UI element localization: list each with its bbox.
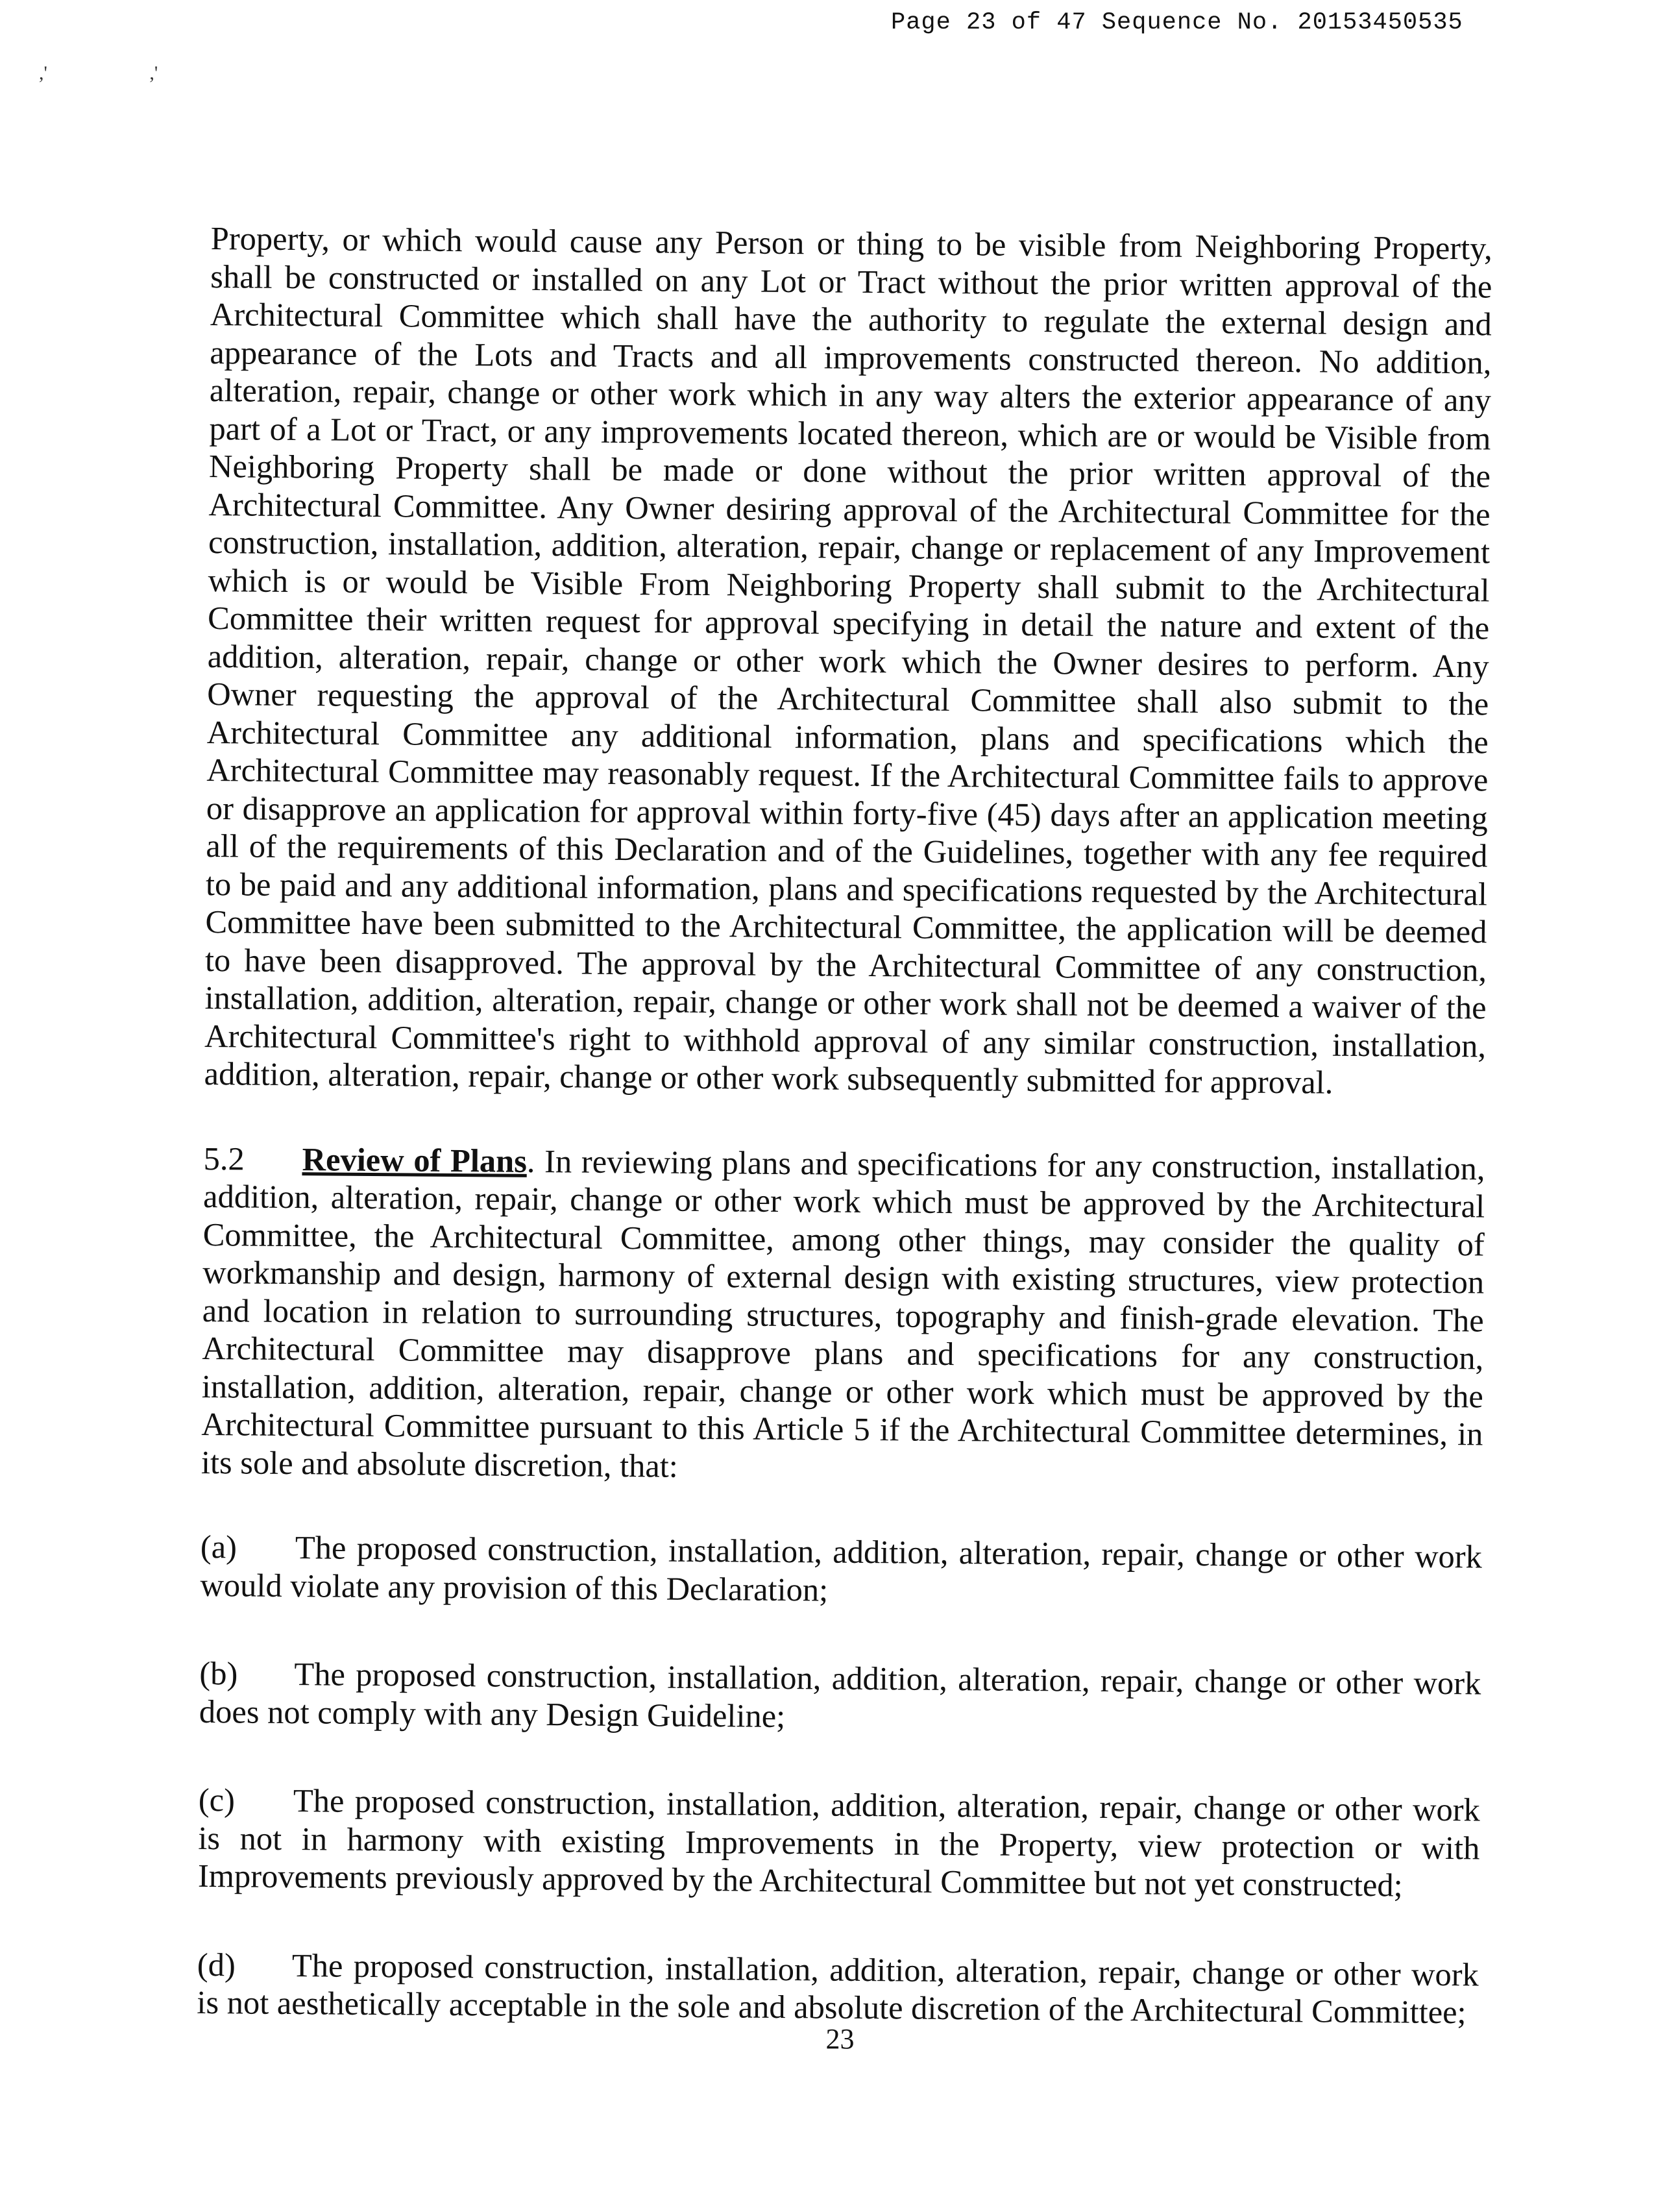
item-text: The proposed construction, installation, addition, alteration, repair, change or other work would violate any provision of this Declaration; [200,1529,1483,1608]
item-label: (d) [197,1946,236,1983]
page-number: 23 [825,2023,855,2055]
section-title-punct: . [526,1142,535,1179]
scan-mark-left: ,' [39,62,47,84]
item-label: (a) [200,1528,237,1565]
page-sequence-header: Page 23 of 47 Sequence No. 20153450535 [891,9,1463,36]
list-item [200,1528,1482,1614]
continuation-paragraph: Property, or which would cause any Person or thing to be visible from Neighboring Property, shall be constructed or installed on any Lot or Tract without the prior written approval of the Architectural Committee which shall have the authority to regulate the external design and appearance of the Lots and Tracts and all improvements constructed thereon. No addition, alteration, repair, change or other work which in any way alters the exterior appearance of any part of a Lot or Tract, or any improvements located thereon, which are or would be Visible from Neighboring Property shall be made or done without the prior written approval of the Architectural Committee. Any Owner desiring approval of the Architectural Committee for the construction, installation, addition, alteration, repair, change or replacement of any Improvement which is or would be Visible From Neighboring Property shall submit to the Architectural Committee their written request for approval specifying in detail the nature and extent of the addition, alteration, repair, change or other work which the Owner desires to perform. Any Owner requesting the approval of the Architectural Committee shall also submit to the Architectural Committee any additional information, plans and specifications which the Architectural Committee may reasonably request. If the Architectural Committee fails to approve or disapprove an application for approval within forty-five (45) days after an application meeting all of the requirements of this Declaration and of the Guidelines, together with any fee required to be paid and any additional information, plans and specifications requested by the Architectural Committee have been submitted to the Architectural Committee, the application will be deemed to have been disapproved. The approval by the Architectural Committee of any construction, installation, addition, alteration, repair, change or other work shall not be deemed a waiver of the Architectural Committee's right to withhold approval of any similar construction, installation, addition, alteration, repair, change or other work subsequently submitted for approval. [204,219,1492,1101]
section-text: In reviewing plans and specifications for any construction, installation, addition, alteration, repair, change or other work which must be approved by the Architectural Committee, the Architectural Committee, among other things, may consider the quality of workmanship and design, harmony of external design with existing structures, view protection and location in relation to surrounding structures, topography and finish-grade elevation. The Architectural Committee may disapprove plans and specifications for any construction, installation, addition, alteration, repair, change or other work which must be approved by the Architectural Committee pursuant to this Article 5 if the Architectural Committee determines, in its sole and absolute discretion, that: [201,1142,1485,1484]
scan-marks [39,62,158,84]
section-title: Review of Plans [302,1140,528,1179]
item-label: (c) [198,1781,236,1819]
list-item [198,1781,1480,1905]
item-label: (b) [199,1654,238,1692]
document-body [197,219,1492,2031]
item-text: The proposed construction, installation, addition, alteration, repair, change or other work is not aesthetically acceptable in the sole and absolute discretion of the Architectural Committee; [197,1946,1479,2031]
list-item [199,1654,1481,1741]
item-text: The proposed construction, installation, addition, alteration, repair, change or other work is not in harmony with existing Improvements in the Property, view protection or with Improvements previously approved by the Architectural Committee but not yet constructed; [197,1782,1481,1904]
item-text: The proposed construction, installation, addition, alteration, repair, change or other work does not comply with any Design Guideline; [199,1656,1481,1734]
section-5-2 [201,1139,1485,1491]
section-number: 5.2 [203,1140,245,1177]
scan-mark-right: ,' [149,62,158,84]
list-item [197,1945,1479,2031]
